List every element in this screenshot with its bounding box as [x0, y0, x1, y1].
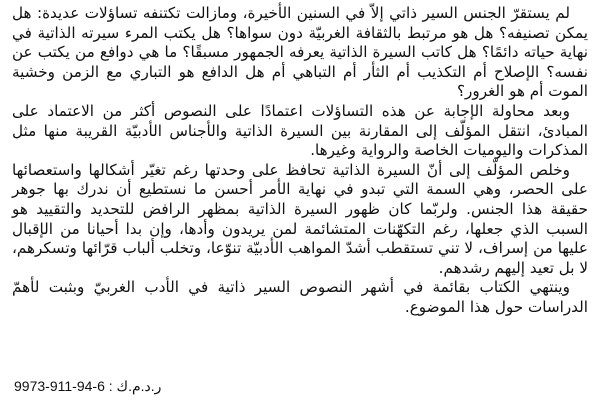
paragraph-comparison: وبعد محاولة الإجابة عن هذه التساؤلات اعتمادًا على النصوص أكثر من الاعتماد على المبادئ، انتقل المؤلّف إلى المقارنة بين السيرة الذاتية والأجناس الأدبيّة القريبة منها مثل المذكرات واليوميات الخاصة والرواية وغيرها.: [12, 101, 588, 160]
isbn-number: ر.د.م.ك : 6-94-911-9973: [14, 378, 162, 394]
paragraph-questions: لم يستقرّ الجنس السير ذاتي إلاّ في السنين الأخيرة، ومازالت تكتنفه تساؤلات عديدة: هل يمكن تصنيفه؟ هل هو مرتبط بالثقافة الغربيّة دون سواها؟ هل يكتب المرء سيرته الذاتية في نهاية حياته دائمًا؟ هل كاتب السيرة الذاتية يعرفه الجمهور مسبقًا؟ ما هي دوافع من يكتب عن نفسه؟ الإصلاح أم التكذيب أم الثأر أم التباهي أم هل الدافع هو التباري مع الزمن وخشية الموت أم هو الغرور؟: [12, 4, 588, 101]
paragraph-bibliography: وينتهي الكتاب بقائمة في أشهر النصوص السير ذاتية في الأدب الغربيّ وبثبت لأهمّ الدراسات حول هذا الموضوع.: [12, 278, 588, 316]
paragraph-conclusion: وخلص المؤلّف إلى أنّ السيرة الذاتية تحافظ على وحدتها رغم تغيّر أشكالها واستعصائها على الحصر، وهي السمة التي تبدو في نهاية الأمر أحسن ما نستطيع أن ندرك بها جوهر حقيقة هذا الجنس. ولربّما كان ظهور السيرة الذاتية بمظهر الرافض للتحديد والتقييد هو السبب الذي جعلها، رغم التكهّنات المتشائمة لمن يريدون وأدها، وإن بدا أحيانا من الإقبال عليها من إسراف، لا تني تستقطب أشدّ المواهب الأدبيّة تنوّعا، وتخلب ألباب قرّائها وتسكرهم، لا بل تعيد إليهم رشدهم.: [12, 160, 588, 277]
